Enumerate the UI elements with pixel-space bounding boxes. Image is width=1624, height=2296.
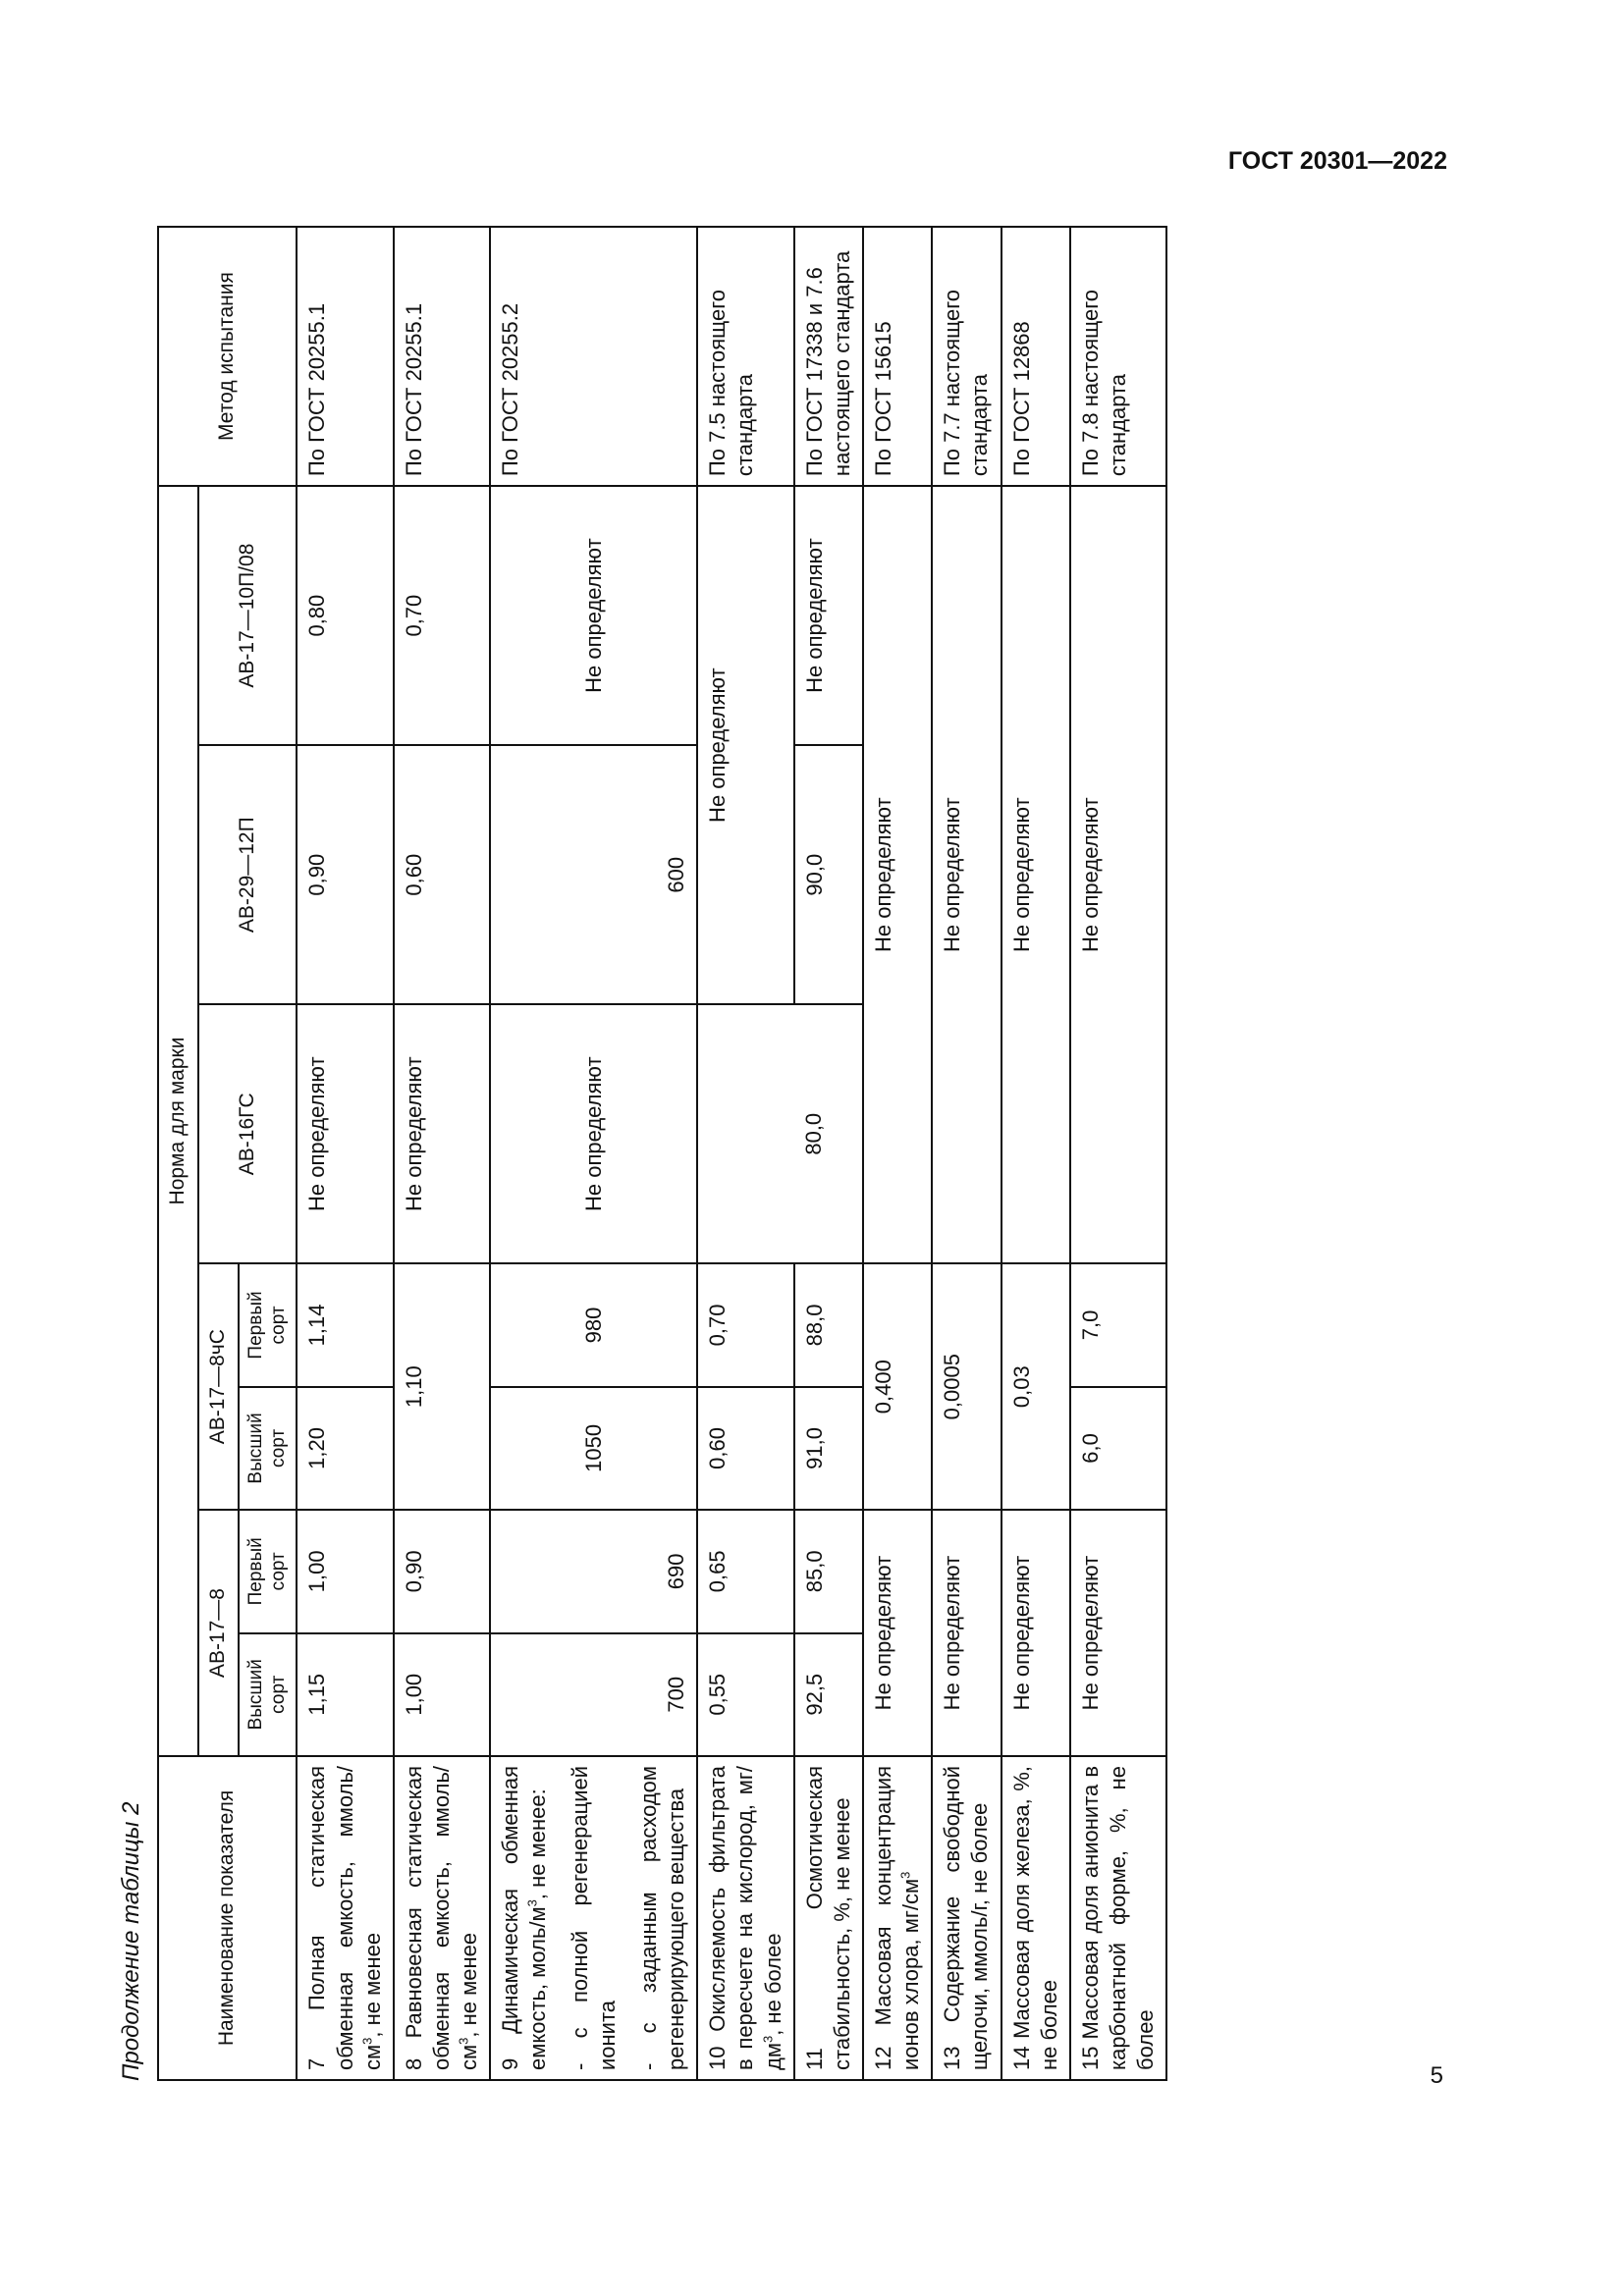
col-first-grade: Первый сорт — [239, 1263, 298, 1386]
col-norm: Норма для марки — [158, 486, 198, 1756]
table-row-7 — [297, 227, 393, 2080]
cell: Не определяют — [794, 486, 863, 745]
row-name: 11 Осмотическая стабильность, %, не менее — [794, 1756, 863, 2080]
cell: 0,55 — [697, 1633, 793, 1756]
cell: 0,90 — [297, 745, 393, 1004]
table-row-11 — [794, 227, 863, 2080]
method-cell: По ГОСТ 20255.1 — [297, 227, 393, 486]
cell: 88,0 — [794, 1263, 863, 1386]
method-cell: По 7.8 настоящего стандарта — [1070, 227, 1166, 486]
cell: 85,0 — [794, 1510, 863, 1632]
cell: 0,60 — [697, 1387, 793, 1510]
cell — [697, 1004, 793, 1263]
cell: 0,80 — [297, 486, 393, 745]
cell: Не определяют — [297, 1004, 393, 1263]
cell: Не определяют — [1070, 1510, 1166, 1756]
row-name: 9 Динамическая обменная емкость, моль/$м^3$, не менее: - с полной регенерацией ионита - с заданным расходом регенерирующего вещества — [490, 1756, 697, 2080]
method-cell: По 7.5 настоящего стандарта — [697, 227, 793, 486]
col-grade-av29-12p: АВ-29—12П — [198, 745, 297, 1004]
row-name: 8 Равновесная статическая обменная емкость, ммоль/$см^3$, не менее — [394, 1756, 490, 2080]
cell: 0,70 — [394, 486, 490, 745]
row-name: 12 Массовая концентрация ионов хлора, $мг/см^3$ — [863, 1756, 932, 2080]
table-row-15 — [1070, 227, 1166, 2080]
cell: 0,70 — [697, 1263, 793, 1386]
cell: 0,400 — [863, 1263, 932, 1510]
cell: 0,90 — [394, 1510, 490, 1632]
method-cell: По 7.7 настоящего стандарта — [932, 227, 1001, 486]
col-first-grade: Первый сорт — [239, 1510, 298, 1632]
cell: Не определяют — [863, 486, 932, 1263]
col-top-grade: Высший сорт — [239, 1387, 298, 1510]
row-name: 10 Окисляемость фильтрата в пересчете на кислород, $мг/дм^3$, не более — [697, 1756, 793, 2080]
cell: Не определяют — [1001, 1510, 1070, 1756]
col-grade-av17-8: АВ-17—8 — [198, 1510, 239, 1756]
method-cell: По ГОСТ 17338 и 7.6 настоящего стандарта — [794, 227, 863, 486]
method-cell: По ГОСТ 20255.2 — [490, 227, 697, 486]
method-cell: По ГОСТ 20255.1 — [394, 227, 490, 486]
cell: Не определяют — [932, 1510, 1001, 1756]
table-row-9 — [490, 227, 697, 2080]
cell: 0,65 — [697, 1510, 793, 1632]
cell: Не определяют — [932, 486, 1001, 1263]
table-row-14 — [1001, 227, 1070, 2080]
cell: 1,14 — [297, 1263, 393, 1386]
cell: 1,15 — [297, 1633, 393, 1756]
table-caption: Продолжение таблицы 2 — [118, 1801, 144, 2081]
col-grade-av17-8chs: АВ-17—8чС — [198, 1263, 239, 1510]
cell: Не определяют — [697, 486, 793, 1004]
cell: Не определяют — [1001, 486, 1070, 1263]
cell: 0,60 — [394, 745, 490, 1004]
cell: 700 — [490, 1633, 697, 1756]
cell: 90,0 — [794, 745, 863, 1004]
method-cell: По ГОСТ 12868 — [1001, 227, 1070, 486]
cell: 1,00 — [394, 1633, 490, 1756]
cell: 80,0 — [794, 1004, 863, 1263]
cell: 1,00 — [297, 1510, 393, 1632]
cell: Не определяют — [490, 486, 697, 745]
cell: 690 — [490, 1510, 697, 1632]
cell: 91,0 — [794, 1387, 863, 1510]
col-method: Метод испытания — [158, 227, 297, 486]
col-indicator: Наименование показателя — [158, 1756, 297, 2080]
cell: 0,03 — [1001, 1263, 1070, 1510]
cell: Не определяют — [490, 1004, 697, 1263]
cell: 6,0 — [1070, 1387, 1166, 1510]
col-top-grade: Высший сорт — [239, 1633, 298, 1756]
cell: Не определяют — [394, 1004, 490, 1263]
col-grade-av16gs: АВ-16ГС — [198, 1004, 297, 1263]
cell: 0,0005 — [932, 1263, 1001, 1510]
specs-table — [157, 226, 1167, 2081]
col-grade-av17-10p08: АВ-17—10П/08 — [198, 486, 297, 745]
row-name: 7 Полная статическая обменная емкость, ммоль/$см^3$, не менее — [297, 1756, 393, 2080]
row-name: 13 Содержание свободной щелочи, ммоль/г, не более — [932, 1756, 1001, 2080]
rotated-table-area — [118, 226, 1375, 2081]
cell: 1,20 — [297, 1387, 393, 1510]
table-row-13 — [932, 227, 1001, 2080]
cell: 980 — [490, 1263, 697, 1386]
cell: Не определяют — [1070, 486, 1166, 1263]
cell: Не определяют — [863, 1510, 932, 1756]
row-name: 15 Массовая доля анионита в карбонатной форме, %, не более — [1070, 1756, 1166, 2080]
page-number: 5 — [1430, 2062, 1443, 2089]
cell: 1,10 — [394, 1263, 490, 1510]
header-row-1 — [158, 227, 198, 2080]
cell: 7,0 — [1070, 1263, 1166, 1386]
cell: 1050 — [490, 1387, 697, 1510]
row-name: 14 Массовая доля железа, %, не более — [1001, 1756, 1070, 2080]
cell: 92,5 — [794, 1633, 863, 1756]
document-code: ГОСТ 20301—2022 — [1227, 147, 1447, 175]
cell: 600 — [490, 745, 697, 1004]
table-row-12 — [863, 227, 932, 2080]
method-cell: По ГОСТ 15615 — [863, 227, 932, 486]
table-row-8 — [394, 227, 490, 2080]
table-row-10 — [697, 227, 793, 2080]
